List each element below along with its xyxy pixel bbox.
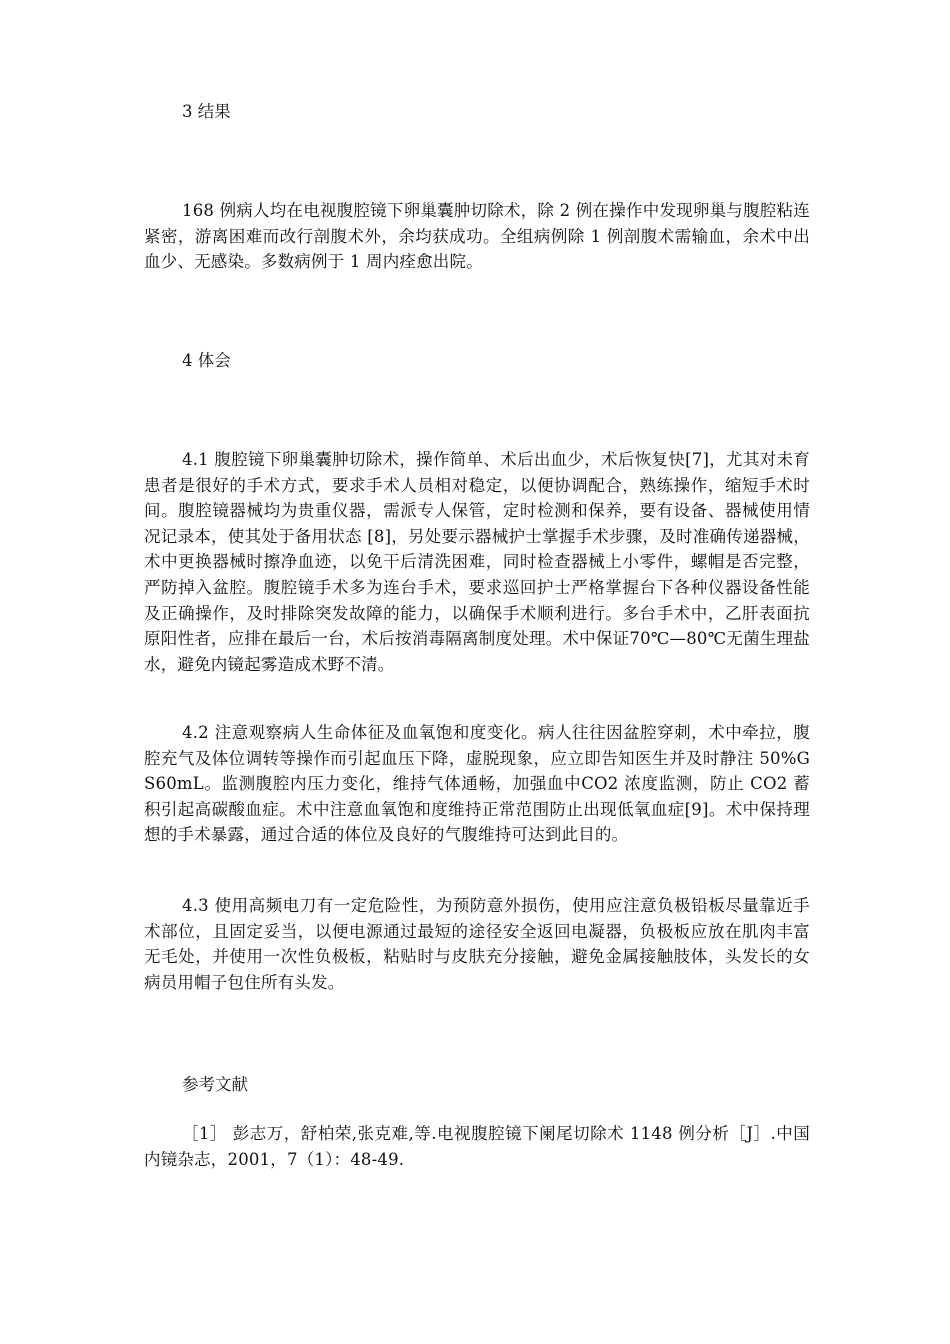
paragraph-4-1-block: [144, 447, 810, 677]
paragraph-4-1: 4.1 腹腔镜下卵巢囊肿切除术，操作简单、术后出血少，术后恢复快[7]，尤其对未育患者是很好的手术方式，要求手术人员相对稳定，以便协调配合，熟练操作，缩短手术时间。腹腔镜器械均为贵重仪器，需派专人保管，定时检测和保养，要有设备、器械使用情况记录本，使其处于备用状态 [8]，另处要示器械护士掌握手术步骤，及时准确传递器械，术中更换器械时擦净血迹，以免干后清洗困难，同时检查器械上小零件，螺帽是否完整，严防掉入盆腔。腹腔镜手术多为连台手术，要求巡回护士严格掌握台下各种仪器设备性能及正确操作，及时排除突发故障的能力，以确保手术顺利进行。多台手术中，乙肝表面抗原阳性者，应排在最后一台，术后按消毒隔离制度处理。术中保证70℃—80℃无菌生理盐水，避免内镜起雾造成术野不清。: [144, 450, 810, 674]
section-heading-discussion: 4 体会: [182, 351, 231, 370]
paragraph-4-3: 4.3 使用高频电刀有一定危险性，为预防意外损伤，使用应注意负极铅板尽量靠近手术部位，且固定妥当，以便电源通过最短的途径安全返回电凝器，负极板应放在肌肉丰富无毛处，并使用一次性负极板，粘贴时与皮肤充分接触，避免金属接触肢体，头发长的女病员用帽子包住所有头发。: [144, 896, 810, 992]
references-heading: 参考文献: [182, 1075, 248, 1094]
reference-1: ［1］ 彭志万，舒柏荣,张克难,等.电视腹腔镜下阑尾切除术 1148 例分析［J］.中国内镜杂志，2001，7（1）：48-49.: [144, 1124, 810, 1169]
paragraph-4-3-block: [144, 893, 810, 995]
paragraph-4-2-block: [144, 720, 810, 848]
results-paragraph: 168 例病人均在电视腹腔镜下卵巢囊肿切除术，除 2 例在操作中发现卵巢与腹腔粘连紧密，游离困难而改行剖腹术外，余均获成功。全组病例除 1 例剖腹术需输血，余术中出血少、无感染。多数病例于 1 周内痊愈出院。: [144, 201, 810, 272]
results-block: [144, 198, 810, 275]
paragraph-4-2: 4.2 注意观察病人生命体征及血氧饱和度变化。病人往往因盆腔穿刺，术中牵拉，腹腔充气及体位调转等操作而引起血压下降，虚脱现象，应立即告知医生并及时静注 50%GS60mL。监测腹腔内压力变化，维持气体通畅，加强血中CO2 浓度监测，防止 CO2 蓄积引起高碳酸血症。术中注意血氧饱和度维持正常范围防止出现低氧血症[9]。术中保持理想的手术暴露，通过合适的体位及良好的气腹维持可达到此目的。: [144, 723, 810, 845]
section-heading-results: 3 结果: [182, 102, 231, 121]
reference-1-block: [144, 1121, 810, 1172]
